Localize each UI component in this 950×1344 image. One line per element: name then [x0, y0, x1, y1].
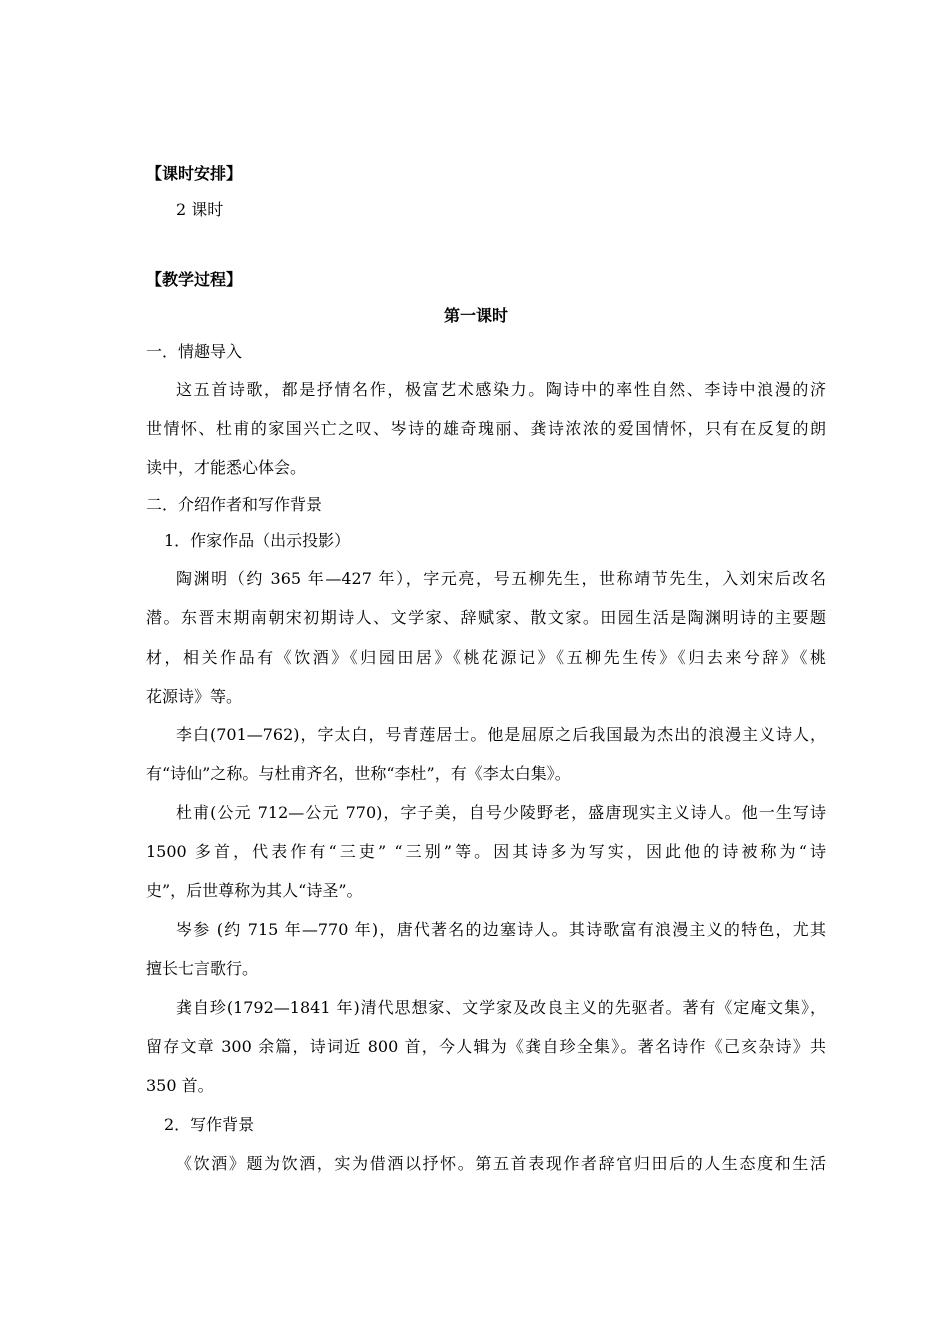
- du-para-line: 史”，后世尊称为其人“诗圣”。: [146, 881, 363, 900]
- tao-para-line: 陶渊明（约 365 年—427 年），字元亮，号五柳先生，世称靖节先生，入刘宋后改名: [176, 569, 826, 588]
- du-para-line: 杜甫(公元 712—公元 770)，字子美，自号少陵野老，盛唐现实主义诗人。他一生写诗: [176, 803, 826, 822]
- tao-para-line: 潜。东晋末期南朝宋初期诗人、文学家、辞赋家、散文家。田园生活是陶渊明诗的主要题: [146, 608, 826, 627]
- section1-para-line: 读中，才能悉心体会。: [146, 458, 307, 477]
- gong-para-line: 留存文章 300 余篇，诗词近 800 首，今人辑为《龚自珍全集》。著名诗作《己亥杂诗》共: [146, 1037, 826, 1056]
- section1-title: 一．情趣导入: [146, 342, 243, 361]
- cen-para-line: 岑参 (约 715 年—770 年)，唐代著名的边塞诗人。其诗歌富有浪漫主义的特色，尤其: [176, 920, 826, 939]
- tao-para-line: 材，相关作品有《饮酒》《归园田居》《桃花源记》《五柳先生传》《归去来兮辞》《桃: [146, 648, 826, 667]
- du-para-line: 1500 多首，代表作有“三吏” “三别”等。因其诗多为写实，因此他的诗被称为“诗: [146, 842, 826, 861]
- background-para-line: 《饮酒》题为饮酒，实为借酒以抒怀。第五首表现作者辞官归田后的人生态度和生活: [176, 1154, 826, 1173]
- tao-para-line: 花源诗》等。: [146, 687, 243, 706]
- sub2-title: 2．写作背景: [164, 1115, 255, 1134]
- cen-para-line: 擅长七言歌行。: [146, 959, 259, 978]
- first-lesson-title: 第一课时: [443, 306, 508, 325]
- gong-para-line: 龚自珍(1792—1841 年)清代思想家、文学家及改良主义的先驱者。著有《定庵文集》，: [176, 998, 826, 1017]
- li-para-line: 李白(701—762)，字太白，号青莲居士。他是屈原之后我国最为杰出的浪漫主义诗人，: [176, 725, 826, 744]
- sub1-title: 1．作家作品（出示投影）: [164, 531, 351, 550]
- section1-para-line: 这五首诗歌，都是抒情名作，极富艺术感染力。陶诗中的率性自然、李诗中浪漫的济: [176, 380, 826, 399]
- lesson-schedule-heading: 【课时安排】: [146, 164, 243, 183]
- section2-title: 二．介绍作者和写作背景: [146, 495, 323, 514]
- lesson-schedule-value: 2 课时: [176, 200, 224, 219]
- section1-para-line: 世情怀、杜甫的家国兴亡之叹、岑诗的雄奇瑰丽、龚诗浓浓的爱国情怀，只有在反复的朗: [146, 419, 826, 438]
- teaching-process-heading: 【教学过程】: [146, 270, 243, 289]
- li-para-line: 有“诗仙”之称。与杜甫齐名，世称“李杜”，有《李太白集》。: [146, 764, 571, 783]
- gong-para-line: 350 首。: [146, 1076, 214, 1095]
